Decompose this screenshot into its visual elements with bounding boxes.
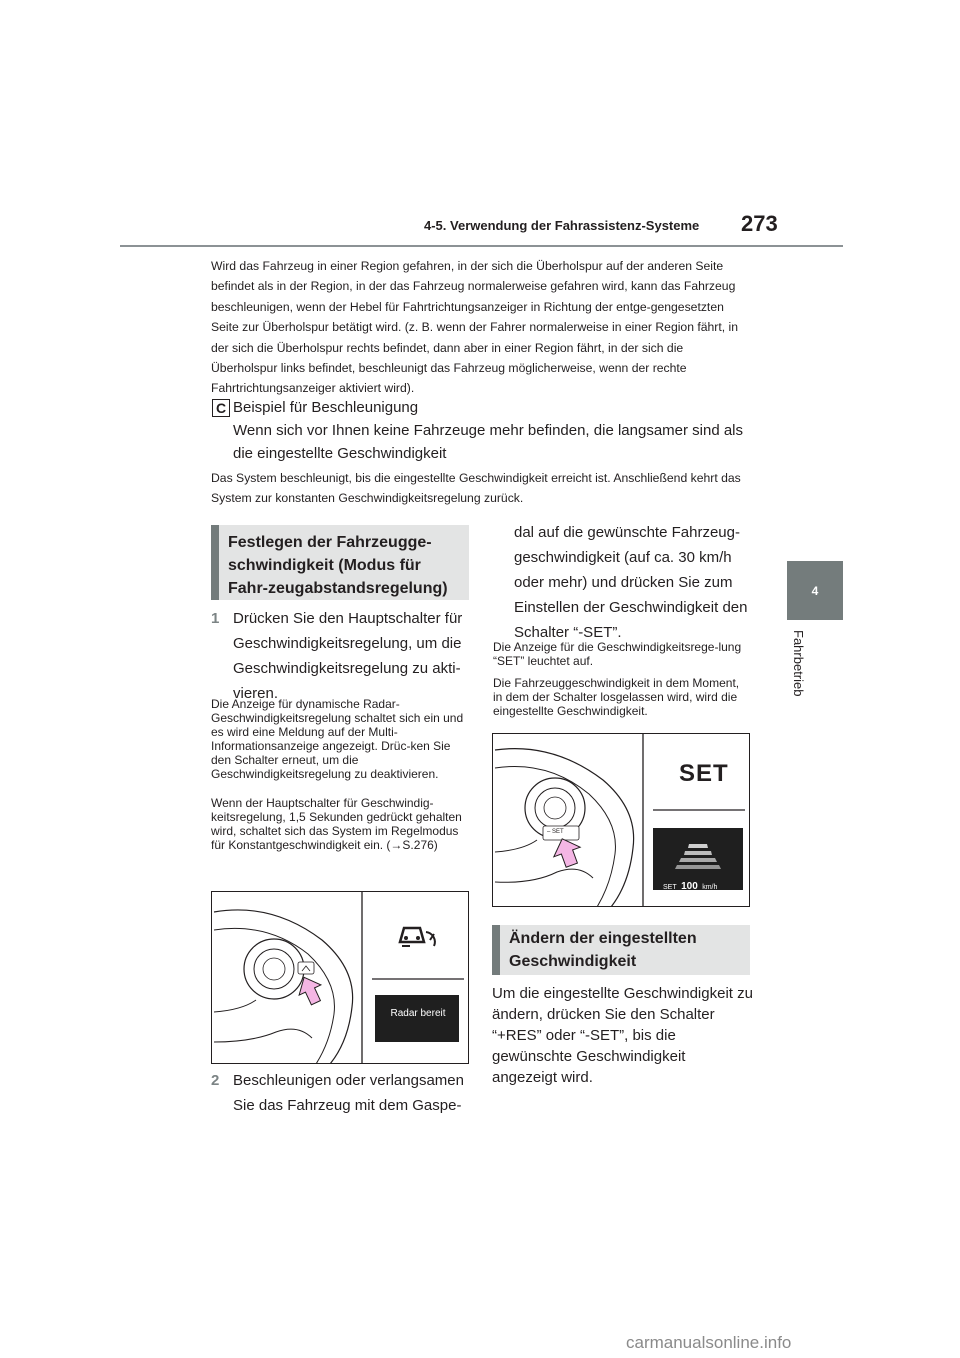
note-constant-speed: Wenn der Hauptschalter für Geschwindig-keitsregelung, 1,5 Sekunden gedrückt gehalten wird, schaltet sich das System im Regelmodus für Konstantgeschwindigkeit ein. (→S.276) [211, 796, 462, 852]
radar-cruise-icon [400, 928, 435, 946]
chapter-label: Fahrbetrieb [791, 630, 806, 697]
note-indicator: Die Anzeige für dynamische Radar-Geschwindigkeitsregelung schaltet sich ein und es wird eine Meldung auf der Multi-Informationsanzeige angezeigt. Drüc-ken Sie den Schalter erneut, um die Geschwindigkeitsregelung zu deaktivieren. [211, 697, 464, 781]
example-note: Das System beschleunigt, bis die eingestellte Geschwindigkeit erreicht ist. Anschließend kehrt das System zur konstanten Geschwindigkeitsregelung zurück. [211, 471, 741, 506]
speed-prefix: SET [663, 884, 677, 891]
figure-set-switch [492, 733, 750, 907]
header-divider [120, 245, 843, 247]
section-title-change-speed: Ändern der eingestellten Geschwindigkeit [492, 925, 750, 975]
figure-main-switch [211, 891, 469, 1064]
example-title: Beispiel für Beschleunigung [233, 399, 419, 416]
step-2-continued: dal auf die gewünschte Fahrzeug-geschwindigkeit (auf ca. 30 km/h oder mehr) und drücken Sie zum Einstellen der Geschwindigkeit den Schalter “-SET”. [514, 524, 748, 641]
example-text: Wenn sich vor Ihnen keine Fahrzeuge mehr befinden, die langsamer sind als die eingestellte Geschwindigkeit [233, 422, 744, 462]
display-message: Radar bereit [390, 1008, 446, 1019]
step-number: 1 [211, 610, 220, 627]
step-text: Beschleunigen oder verlangsamen Sie das Fahrzeug mit dem Gaspe- [233, 1072, 464, 1114]
section-title-set-speed: Festlegen der Fahrzeugge-schwindigkeit (Modus für Fahr-zeugabstandsregelung) [211, 525, 469, 600]
speed-readout [663, 876, 717, 894]
chapter-tab: 4 [787, 561, 843, 620]
page-number: 273 [741, 211, 778, 236]
note-set-indicator: Die Anzeige für die Geschwindigkeitsrege-lung “SET” leuchtet auf. [493, 640, 742, 668]
step-text: Drücken Sie den Hauptschalter für Geschwindigkeitsregelung, um die Geschwindigkeitsregelung zu akti-vieren. [233, 610, 463, 702]
speed-value: 100 [681, 881, 698, 892]
section-heading: 4-5. Verwendung der Fahrassistenz-Systeme [424, 218, 700, 233]
note-set-speed: Die Fahrzeuggeschwindigkeit in dem Moment, in dem der Schalter losgelassen wird, wird die eingestellte Geschwindigkeit. [493, 676, 740, 718]
set-indicator-label: SET [679, 760, 729, 787]
example-marker: C [212, 399, 230, 417]
step-number: 2 [211, 1072, 220, 1089]
change-speed-text: Um die eingestellte Geschwindigkeit zu ändern, drücken Sie den Schalter “+RES” oder “-SET”, bis die gewünschte Geschwindigkeit angezeigt wird. [492, 985, 753, 1086]
set-switch-label: – SET [547, 829, 564, 835]
intro-paragraph: Wird das Fahrzeug in einer Region gefahren, in der sich die Überholspur auf der anderen Seite befindet als in der Region, in der das Fahrzeug normalerweise gefahren wird, kann das Fahrzeug beschleunigen, wenn der Hebel für Fahrtrichtungsanzeiger in Richtung der entge-gengesetzten Seite zur Überholspur betätigt wird. (z. B. wenn der Fahrer normalerweise in einer Region fährt, in der sich die Überholspur rechts befindet, dann aber in einer Region fährt, in der sich die Überholspur links befindet, beschleunigt das Fahrzeug möglicherweise, wenn der rechte Fahrtrichtungsanzeiger aktiviert wird). [211, 259, 739, 396]
speed-unit: km/h [702, 884, 718, 891]
steering-wheel-illustration [212, 892, 469, 1064]
watermark: carmanualsonline.info [626, 1333, 792, 1352]
